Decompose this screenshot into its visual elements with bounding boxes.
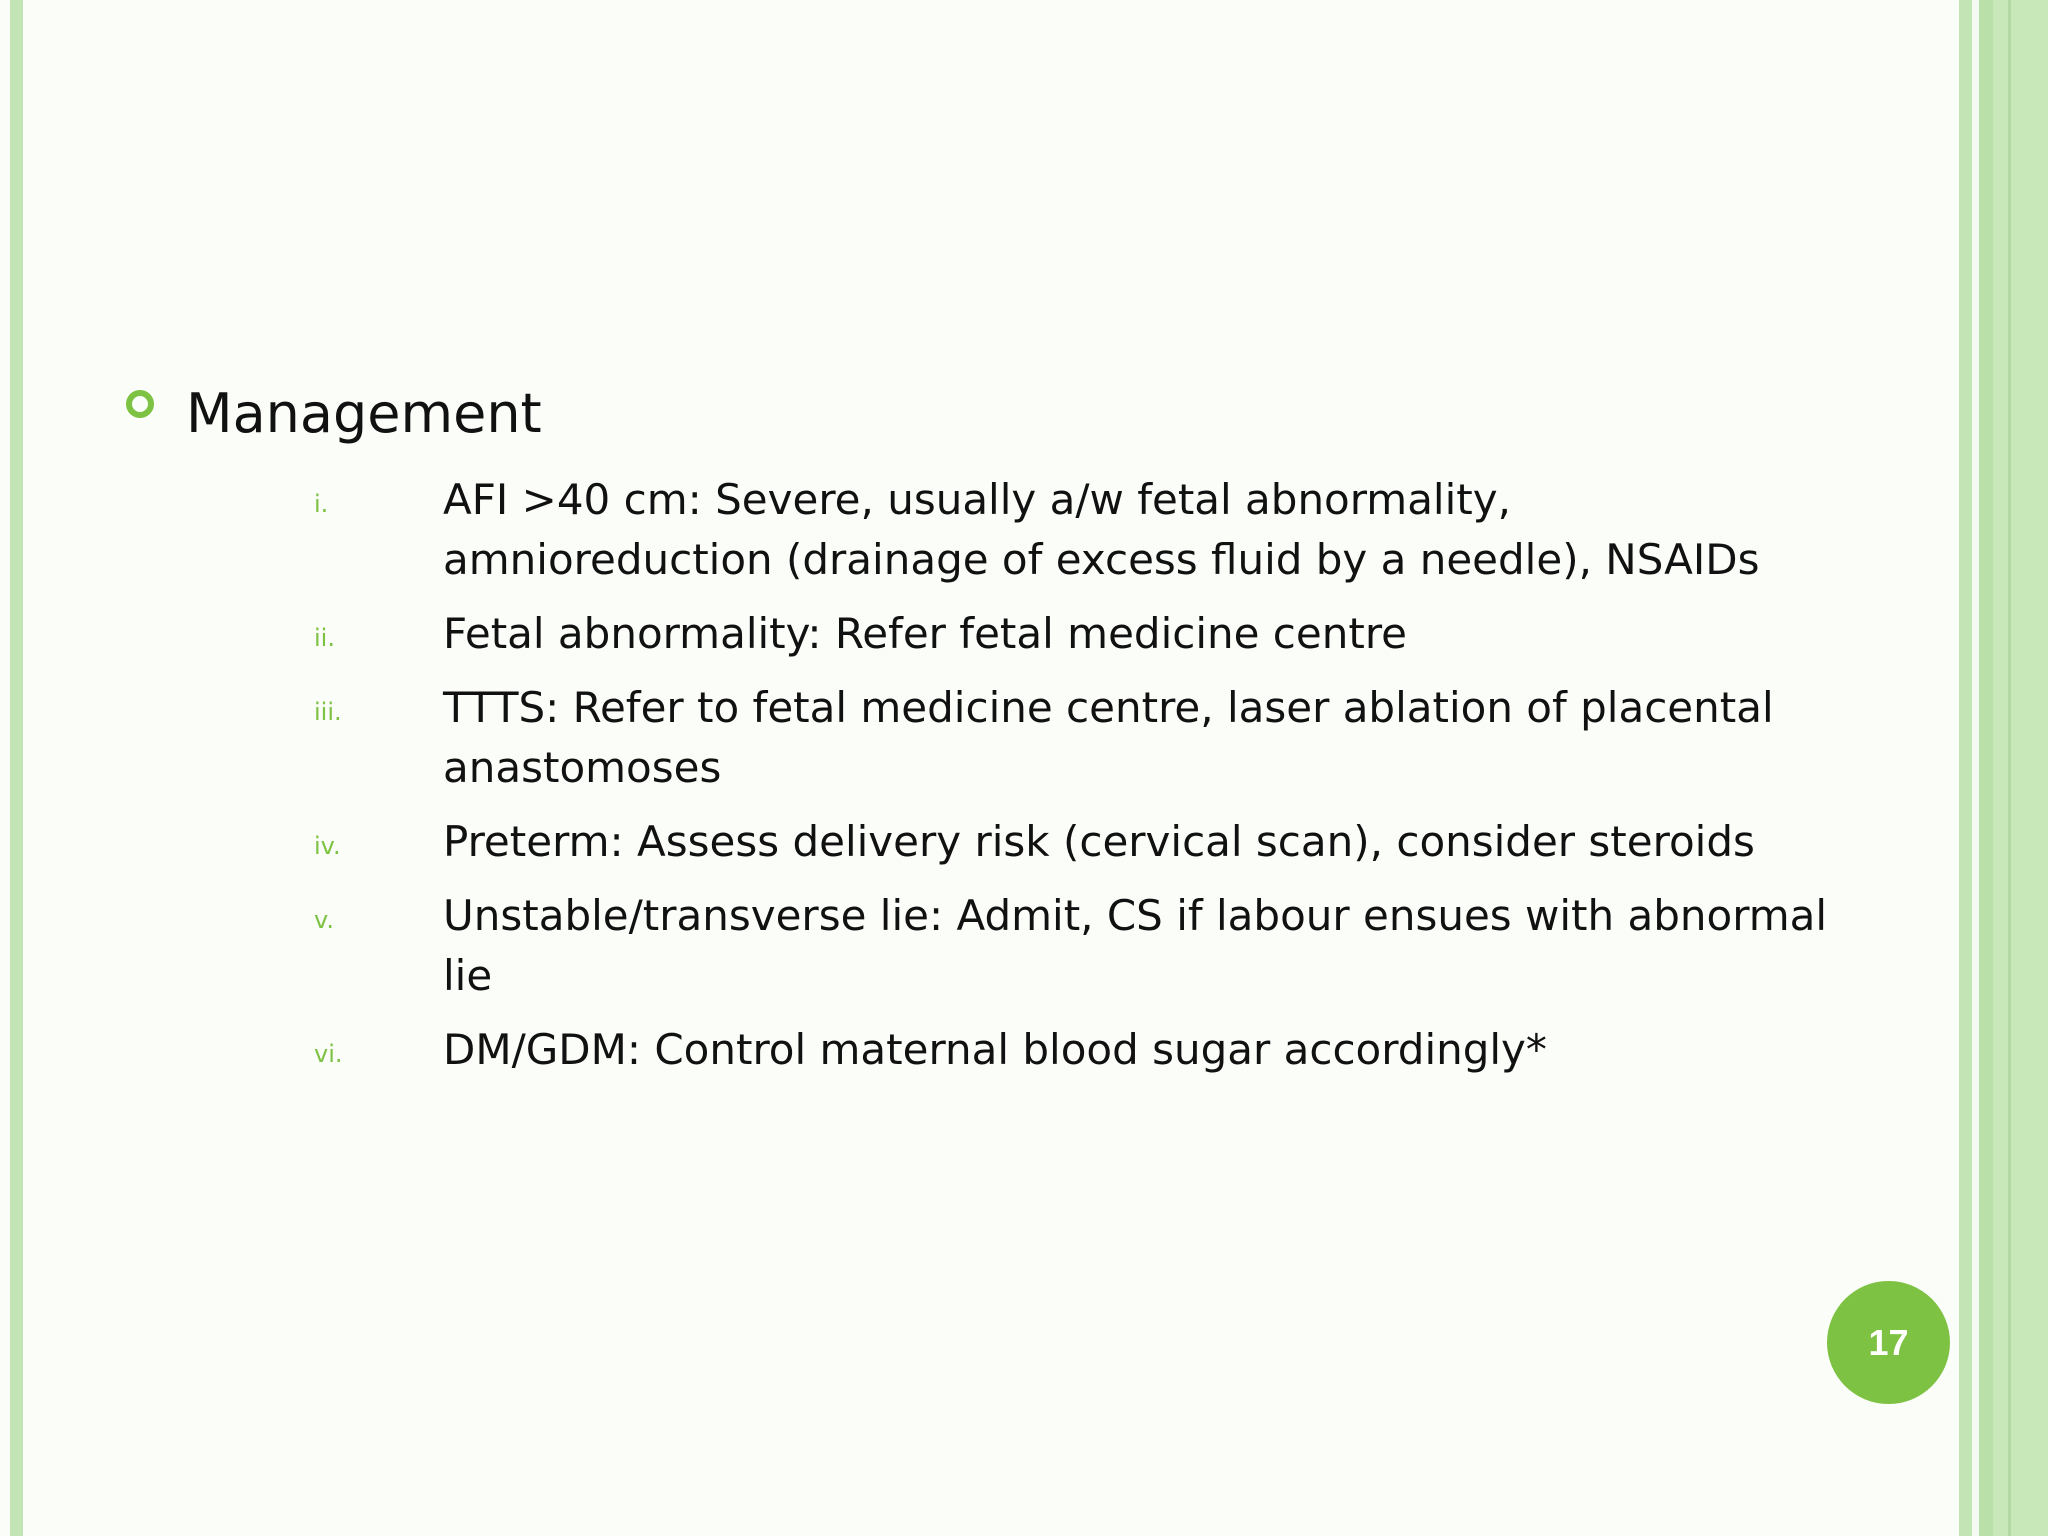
list-item-number: iii. xyxy=(314,698,342,726)
list-item-number: iv. xyxy=(314,832,341,860)
list-item xyxy=(0,604,1900,664)
bullet-heading: Management xyxy=(186,382,542,445)
list-item xyxy=(0,470,1900,590)
list-item-text: DM/GDM: Control maternal blood sugar accordingly* xyxy=(443,1025,1547,1074)
list-item-number: ii. xyxy=(314,624,335,652)
list-item-number: vi. xyxy=(314,1040,343,1068)
right-border-band xyxy=(1993,0,2048,1536)
page-number-badge: 17 xyxy=(1827,1281,1950,1404)
list-item xyxy=(0,812,1900,872)
right-border-stripe xyxy=(1979,0,1993,1536)
list-item xyxy=(0,1020,1900,1080)
list-item xyxy=(0,886,1900,1006)
circle-bullet-icon xyxy=(126,390,154,418)
list-item-text: AFI >40 cm: Severe, usually a/w fetal abnormality, amnioreduction (drainage of excess fluid by a needle), NSAIDs xyxy=(443,475,1760,584)
list-item xyxy=(0,678,1900,798)
list-item-number: i. xyxy=(314,490,329,518)
list-item-number: v. xyxy=(314,906,334,934)
list-item-text: Preterm: Assess delivery risk (cervical scan), consider steroids xyxy=(443,817,1755,866)
list-item-text: TTTS: Refer to fetal medicine centre, laser ablation of placental anastomoses xyxy=(443,683,1774,792)
list-item-text: Unstable/transverse lie: Admit, CS if labour ensues with abnormal lie xyxy=(443,891,1828,1000)
list-item-text: Fetal abnormality: Refer fetal medicine centre xyxy=(443,609,1408,658)
right-border-stripe xyxy=(1959,0,1972,1536)
right-border-line xyxy=(2008,0,2011,1536)
numbered-list xyxy=(0,470,1900,1094)
right-border-gap xyxy=(1972,0,1979,1536)
